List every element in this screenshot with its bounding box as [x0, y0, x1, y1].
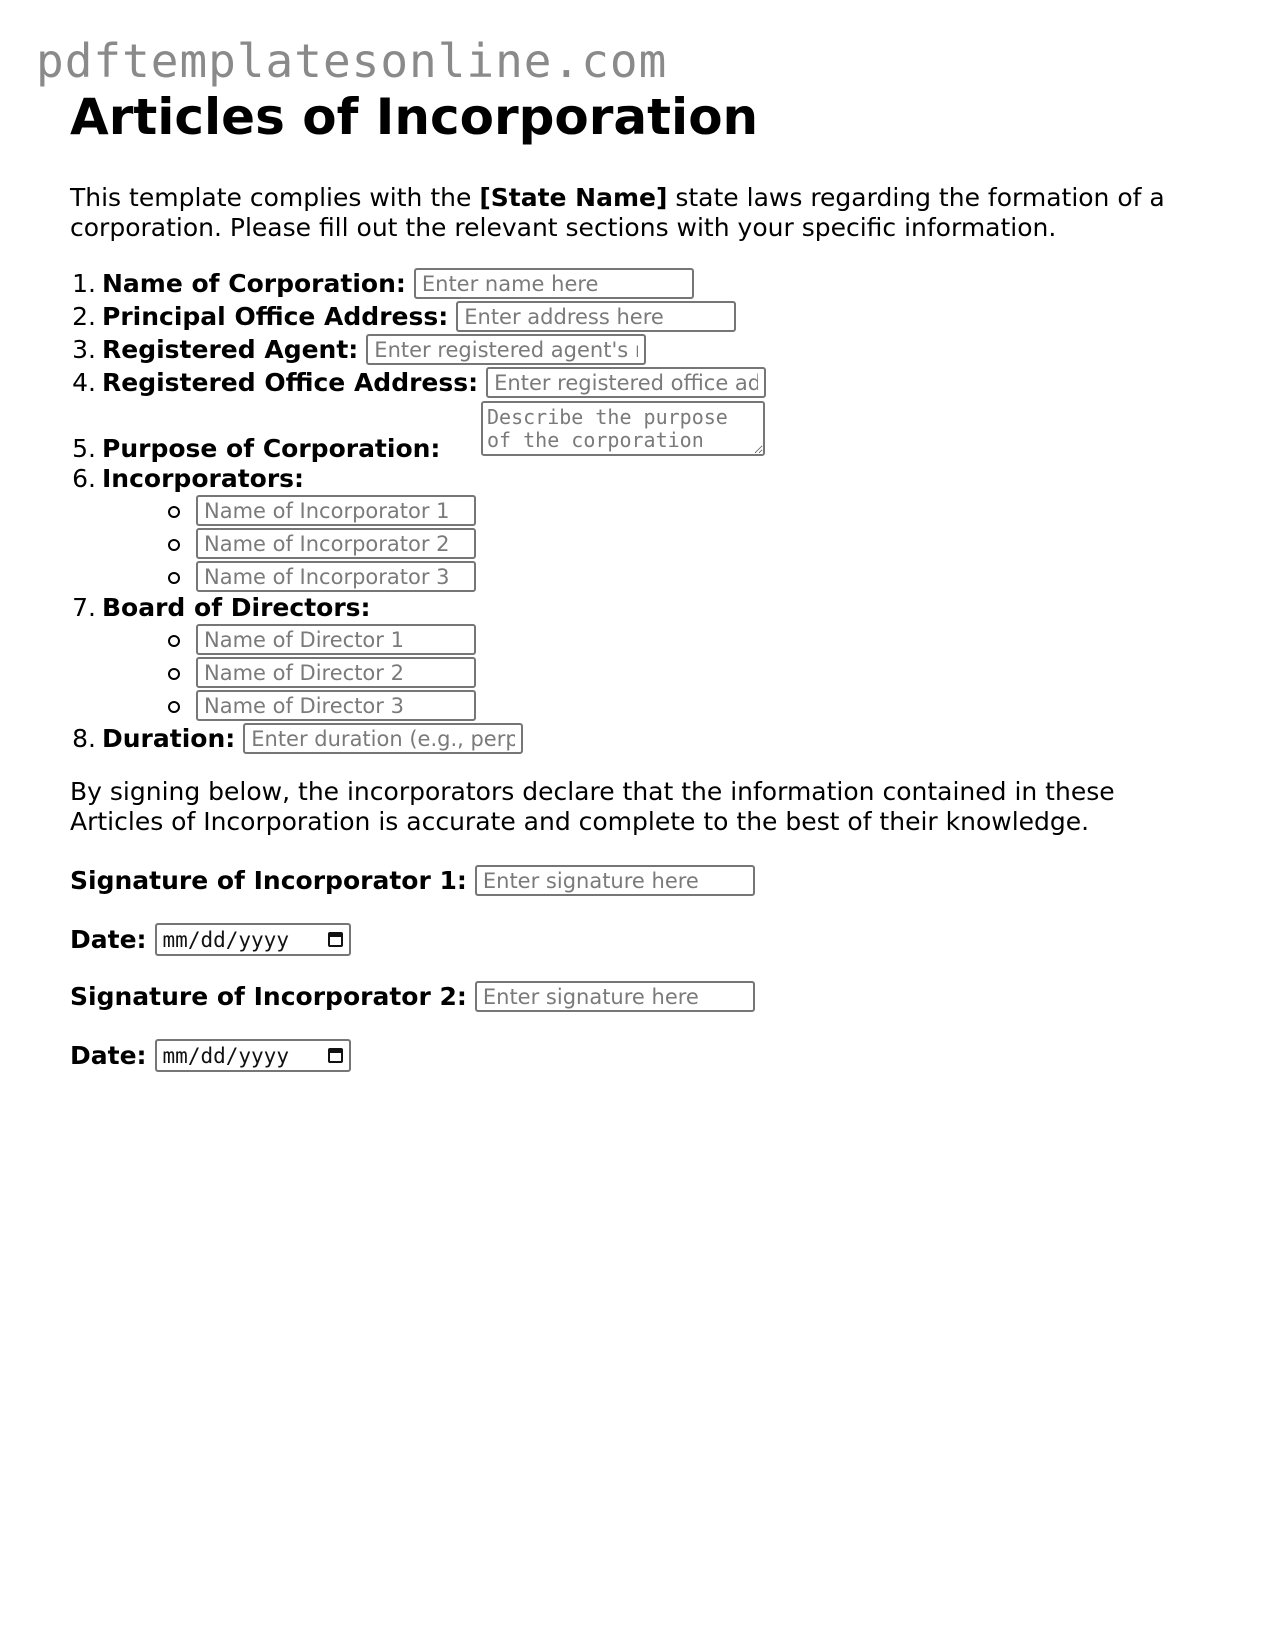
corporation-name-input[interactable]: [414, 268, 694, 299]
signature-1-input[interactable]: [475, 865, 755, 896]
signature-2-row: [70, 981, 755, 1012]
item-number: 8.: [72, 723, 96, 753]
item-number: 5.: [72, 434, 96, 463]
item-board-of-directors: [66, 593, 379, 623]
date-2-value: mm/dd/yyyy: [162, 1043, 289, 1068]
signature-1-label: Signature of Incorporator 1:: [70, 865, 467, 895]
item-number: 1.: [72, 268, 96, 298]
item-name-of-corporation: [66, 268, 694, 299]
principal-office-address-input[interactable]: [456, 301, 736, 332]
signature-1-row: [70, 865, 755, 896]
date-2-row: [70, 1039, 351, 1072]
director-3-input[interactable]: [196, 690, 476, 721]
bullet-icon: [168, 572, 180, 584]
bullet-icon: [168, 539, 180, 551]
incorporator-3-input[interactable]: [196, 561, 476, 592]
watermark: pdftemplatesonline.com: [36, 34, 668, 88]
item-registered-agent: [66, 334, 646, 365]
date-1-input[interactable]: [155, 923, 351, 956]
item-label: Principal Office Address:: [102, 301, 449, 331]
item-number: 2.: [72, 301, 96, 331]
item-label: Purpose of Corporation:: [102, 434, 441, 463]
calendar-icon[interactable]: [328, 932, 343, 947]
intro-text-before: This template complies with the: [70, 183, 480, 212]
item-incorporators: [66, 464, 312, 494]
director-1-input[interactable]: [196, 624, 476, 655]
incorporator-1-input[interactable]: [196, 495, 476, 526]
intro-paragraph: [70, 183, 1210, 243]
item-number: 3.: [72, 334, 96, 364]
item-principal-office-address: [66, 301, 736, 332]
item-label: Registered Agent:: [102, 334, 359, 364]
item-purpose-of-corporation: [66, 434, 448, 464]
date-2-input[interactable]: [155, 1039, 351, 1072]
signature-2-label: Signature of Incorporator 2:: [70, 981, 467, 1011]
item-registered-office-address: [66, 367, 766, 398]
declaration-paragraph: By signing below, the incorporators declare that the information contained in these Articles of Incorporation is accurate and complete to the best of their knowledge.: [70, 777, 1115, 836]
item-label: Board of Directors:: [102, 593, 371, 622]
purpose-textarea-wrapper: [481, 401, 765, 460]
date-1-row: [70, 923, 351, 956]
incorporator-2-input[interactable]: [196, 528, 476, 559]
item-label: Duration:: [102, 723, 236, 753]
purpose-textarea[interactable]: [481, 401, 765, 456]
registered-agent-input[interactable]: [366, 334, 646, 365]
item-label: Registered Office Address:: [102, 367, 479, 397]
duration-input[interactable]: [243, 723, 523, 754]
item-label: Incorporators:: [102, 464, 305, 493]
bullet-icon: [168, 506, 180, 518]
item-number: 4.: [72, 367, 96, 397]
bullet-icon: [168, 635, 180, 647]
item-number: 7.: [72, 593, 96, 622]
date-2-label: Date:: [70, 1040, 147, 1070]
intro-text-after: state laws regarding the formation of a corporation. Please fill out the relevant sections with your specific information.: [70, 183, 1165, 242]
date-1-value: mm/dd/yyyy: [162, 927, 289, 952]
director-2-input[interactable]: [196, 657, 476, 688]
bullet-icon: [168, 668, 180, 680]
item-label: Name of Corporation:: [102, 268, 406, 298]
item-number: 6.: [72, 464, 96, 493]
date-1-label: Date:: [70, 924, 147, 954]
calendar-icon[interactable]: [328, 1048, 343, 1063]
bullet-icon: [168, 701, 180, 713]
state-name-placeholder: [State Name]: [479, 183, 668, 212]
signature-2-input[interactable]: [475, 981, 755, 1012]
document-title: Articles of Incorporation: [70, 88, 759, 146]
registered-office-address-input[interactable]: [486, 367, 766, 398]
item-duration: [66, 723, 523, 754]
